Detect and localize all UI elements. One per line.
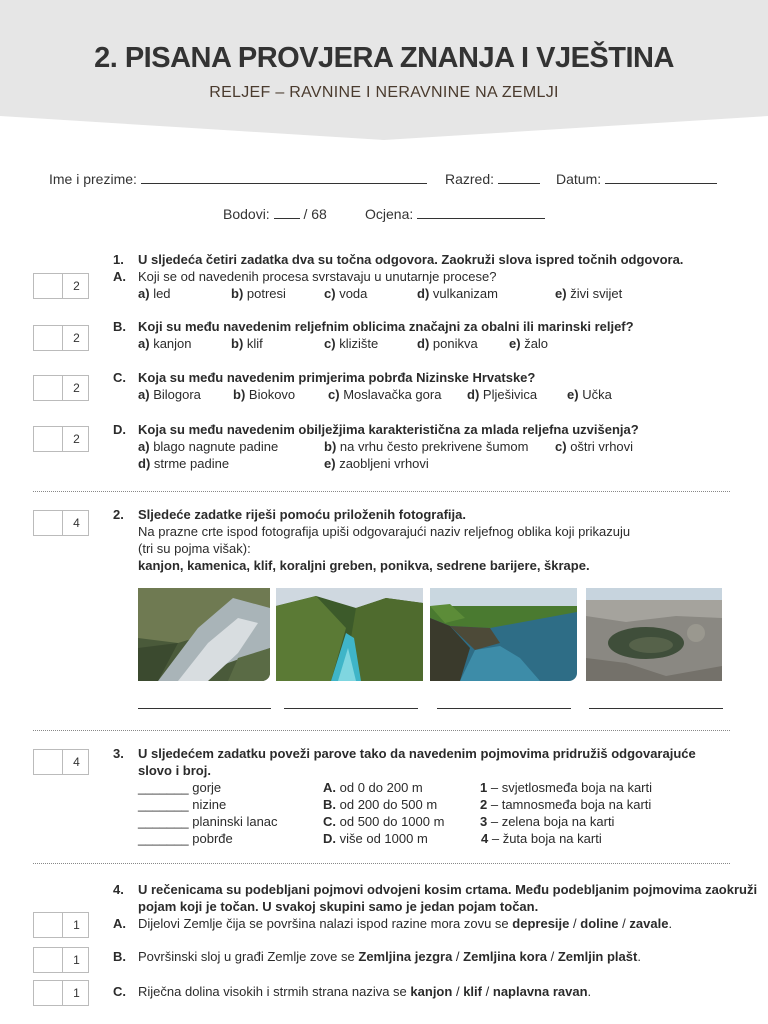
task3-height: D. više od 1000 m [323, 831, 428, 846]
task3-term[interactable]: _______ pobrđe [138, 831, 233, 846]
choice-option[interactable]: kanjon [410, 984, 453, 999]
section-divider [33, 730, 730, 731]
choice-option[interactable]: klif [463, 984, 482, 999]
task4-c-letter: C. [113, 984, 126, 999]
task3-term[interactable]: _______ gorje [138, 780, 222, 795]
points-max: 68 [311, 206, 327, 222]
choice-option[interactable]: zavale [629, 916, 669, 931]
task1-b-letter: B. [113, 319, 126, 334]
task3-height: C. od 500 do 1000 m [323, 814, 445, 829]
task1-c-letter: C. [113, 370, 126, 385]
task2-terms: kanjon, kamenica, klif, koraljni greben, ponikva, sedrene barijere, škrape. [138, 558, 590, 573]
task4-b-sentence: Površinski sloj u građi Zemlje zove se Zemljina jezgra / Zemljina kora / Zemljin plašt. [138, 949, 641, 964]
task1-d-question: Koja su među navedenim obilježjima karakteristična za mlada reljefna uzvišenja? [138, 422, 639, 437]
task1-a-option[interactable]: e) živi svijet [555, 286, 623, 301]
task4-instruction-1: U rečenicama su podebljani pojmovi odvojeni kosim crtama. Među podebljanim pojmovima zaokruži [138, 882, 758, 897]
task1-a-option[interactable]: d) vulkanizam [417, 286, 498, 301]
class-label: Razred: [445, 171, 495, 187]
date-field [556, 171, 717, 187]
answer-line-2[interactable] [284, 708, 418, 709]
choice-option[interactable]: Zemljin plašt [557, 949, 638, 964]
task3-term[interactable]: _______ nizine [138, 797, 227, 812]
class-line[interactable] [498, 171, 540, 184]
score-box-1d[interactable]: 2 [33, 426, 89, 452]
task1-a-letter: A. [113, 269, 126, 284]
task3-term[interactable]: _______ planinski lanac [138, 814, 278, 829]
task1-b-option[interactable]: c) klizište [324, 336, 379, 351]
task1-b-option[interactable]: b) klif [231, 336, 263, 351]
task1-instruction: U sljedeća četiri zadatka dva su točna odgovora. Zaokruži slova ispred točnih odgovora. [138, 252, 684, 267]
task1-c-option[interactable]: d) Plješivica [467, 387, 538, 402]
task3-height: A. od 0 do 200 m [323, 780, 423, 795]
task3-instruction-2: slovo i broj. [138, 763, 211, 778]
task4-b-letter: B. [113, 949, 126, 964]
name-line[interactable] [141, 171, 427, 184]
task1-c-option[interactable]: c) Moslavačka gora [328, 387, 442, 402]
score-box-1c[interactable]: 2 [33, 375, 89, 401]
task1-c-option[interactable]: b) Biokovo [233, 387, 296, 402]
task2-number: 2. [113, 507, 124, 522]
answer-line-3[interactable] [437, 708, 571, 709]
task3-map-color: 2 – tamnosmeđa boja na karti [480, 797, 652, 812]
task1-d-option[interactable]: d) strme padine [138, 456, 230, 471]
task1-c-question: Koja su među navedenim primjerima pobrđa Nizinske Hrvatske? [138, 370, 536, 385]
photo-canyon [138, 588, 270, 681]
choice-option[interactable]: depresije [512, 916, 570, 931]
task2-line1: Na prazne crte ispod fotografija upiši odgovarajući naziv reljefnog oblika koji prikazuju [138, 524, 631, 539]
task1-a-option[interactable]: c) voda [324, 286, 368, 301]
answer-line-4[interactable] [589, 708, 723, 709]
task1-d-option[interactable]: c) oštri vrhovi [555, 439, 634, 454]
points-label: Bodovi: [223, 206, 270, 222]
section-divider [33, 863, 730, 864]
task1-c-option[interactable]: a) Bilogora [138, 387, 201, 402]
photo-cliff [430, 588, 577, 681]
task3-map-color: 1 – svjetlosmeđa boja na karti [480, 780, 653, 795]
score-box-4c[interactable]: 1 [33, 980, 89, 1006]
date-label: Datum: [556, 171, 602, 187]
score-box-2[interactable]: 4 [33, 510, 89, 536]
task1-b-option[interactable]: a) kanjon [138, 336, 192, 351]
task1-a-option[interactable]: b) potresi [231, 286, 286, 301]
task1-d-option[interactable]: b) na vrhu često prekrivene šumom [324, 439, 529, 454]
task1-d-option[interactable]: e) zaobljeni vrhovi [324, 456, 429, 471]
page-subtitle: RELJEF – RAVNINE I NERAVNINE NA ZEMLJI [209, 84, 559, 101]
grade-line[interactable] [417, 206, 545, 219]
task4-c-sentence: Riječna dolina visokih i strmih strana naziva se kanjon / klif / naplavna ravan. [138, 984, 592, 999]
task1-b-question: Koji su među navedenim reljefnim oblicima značajni za obalni ili marinski reljef? [138, 319, 634, 334]
task1-a-question: Koji se od navedenih procesa svrstavaju u unutarnje procese? [138, 269, 497, 284]
score-box-1a[interactable]: 2 [33, 273, 89, 299]
task1-d-option[interactable]: a) blago nagnute padine [138, 439, 279, 454]
task4-number: 4. [113, 882, 124, 897]
task3-height: B. od 200 do 500 m [323, 797, 438, 812]
answer-line-1[interactable] [138, 708, 271, 709]
grade-label: Ocjena: [365, 206, 414, 222]
page-title: 2. PISANA PROVJERA ZNANJA I VJEŠTINA [94, 42, 674, 74]
points-separator: / [303, 206, 308, 222]
task3-number: 3. [113, 746, 124, 761]
score-box-3[interactable]: 4 [33, 749, 89, 775]
date-line[interactable] [605, 171, 717, 184]
task3-map-color: 3 – zelena boja na karti [480, 814, 615, 829]
choice-option[interactable]: doline [580, 916, 619, 931]
task3-map-color: 4 – žuta boja na karti [481, 831, 602, 846]
photo-river-gorge [276, 588, 423, 681]
task1-b-option[interactable]: d) ponikva [417, 336, 478, 351]
choice-option[interactable]: naplavna ravan [492, 984, 588, 999]
name-field [49, 171, 427, 187]
task4-a-sentence: Dijelovi Zemlje čija se površina nalazi ispod razine mora zovu se depresije / doline / zavale. [138, 916, 673, 931]
photo-karst-rock [586, 588, 722, 681]
points-field [223, 206, 327, 222]
task4-instruction-2: pojam koji je točan. U svakoj skupini samo je jedan pojam točan. [138, 899, 539, 914]
task2-instruction: Sljedeće zadatke riješi pomoću priloženih fotografija. [138, 507, 466, 522]
task3-instruction-1: U sljedećem zadatku poveži parove tako da navedenim pojmovima pridružiš odgovarajuće [138, 746, 696, 761]
section-divider [33, 491, 730, 492]
class-field [445, 171, 540, 187]
grade-field [365, 206, 545, 222]
choice-option[interactable]: Zemljina kora [463, 949, 547, 964]
name-label: Ime i prezime: [49, 171, 137, 187]
choice-option[interactable]: Zemljina jezgra [358, 949, 453, 964]
task1-c-option[interactable]: e) Učka [567, 387, 612, 402]
score-box-1b[interactable]: 2 [33, 325, 89, 351]
task2-line2: (tri su pojma višak): [138, 541, 251, 556]
points-line[interactable] [274, 206, 300, 219]
task1-b-option[interactable]: e) žalo [509, 336, 549, 351]
score-box-4b[interactable]: 1 [33, 947, 89, 973]
score-box-4a[interactable]: 1 [33, 912, 89, 938]
task1-a-option[interactable]: a) led [138, 286, 171, 301]
task1-number: 1. [113, 252, 124, 267]
task1-d-letter: D. [113, 422, 126, 437]
task4-a-letter: A. [113, 916, 126, 931]
